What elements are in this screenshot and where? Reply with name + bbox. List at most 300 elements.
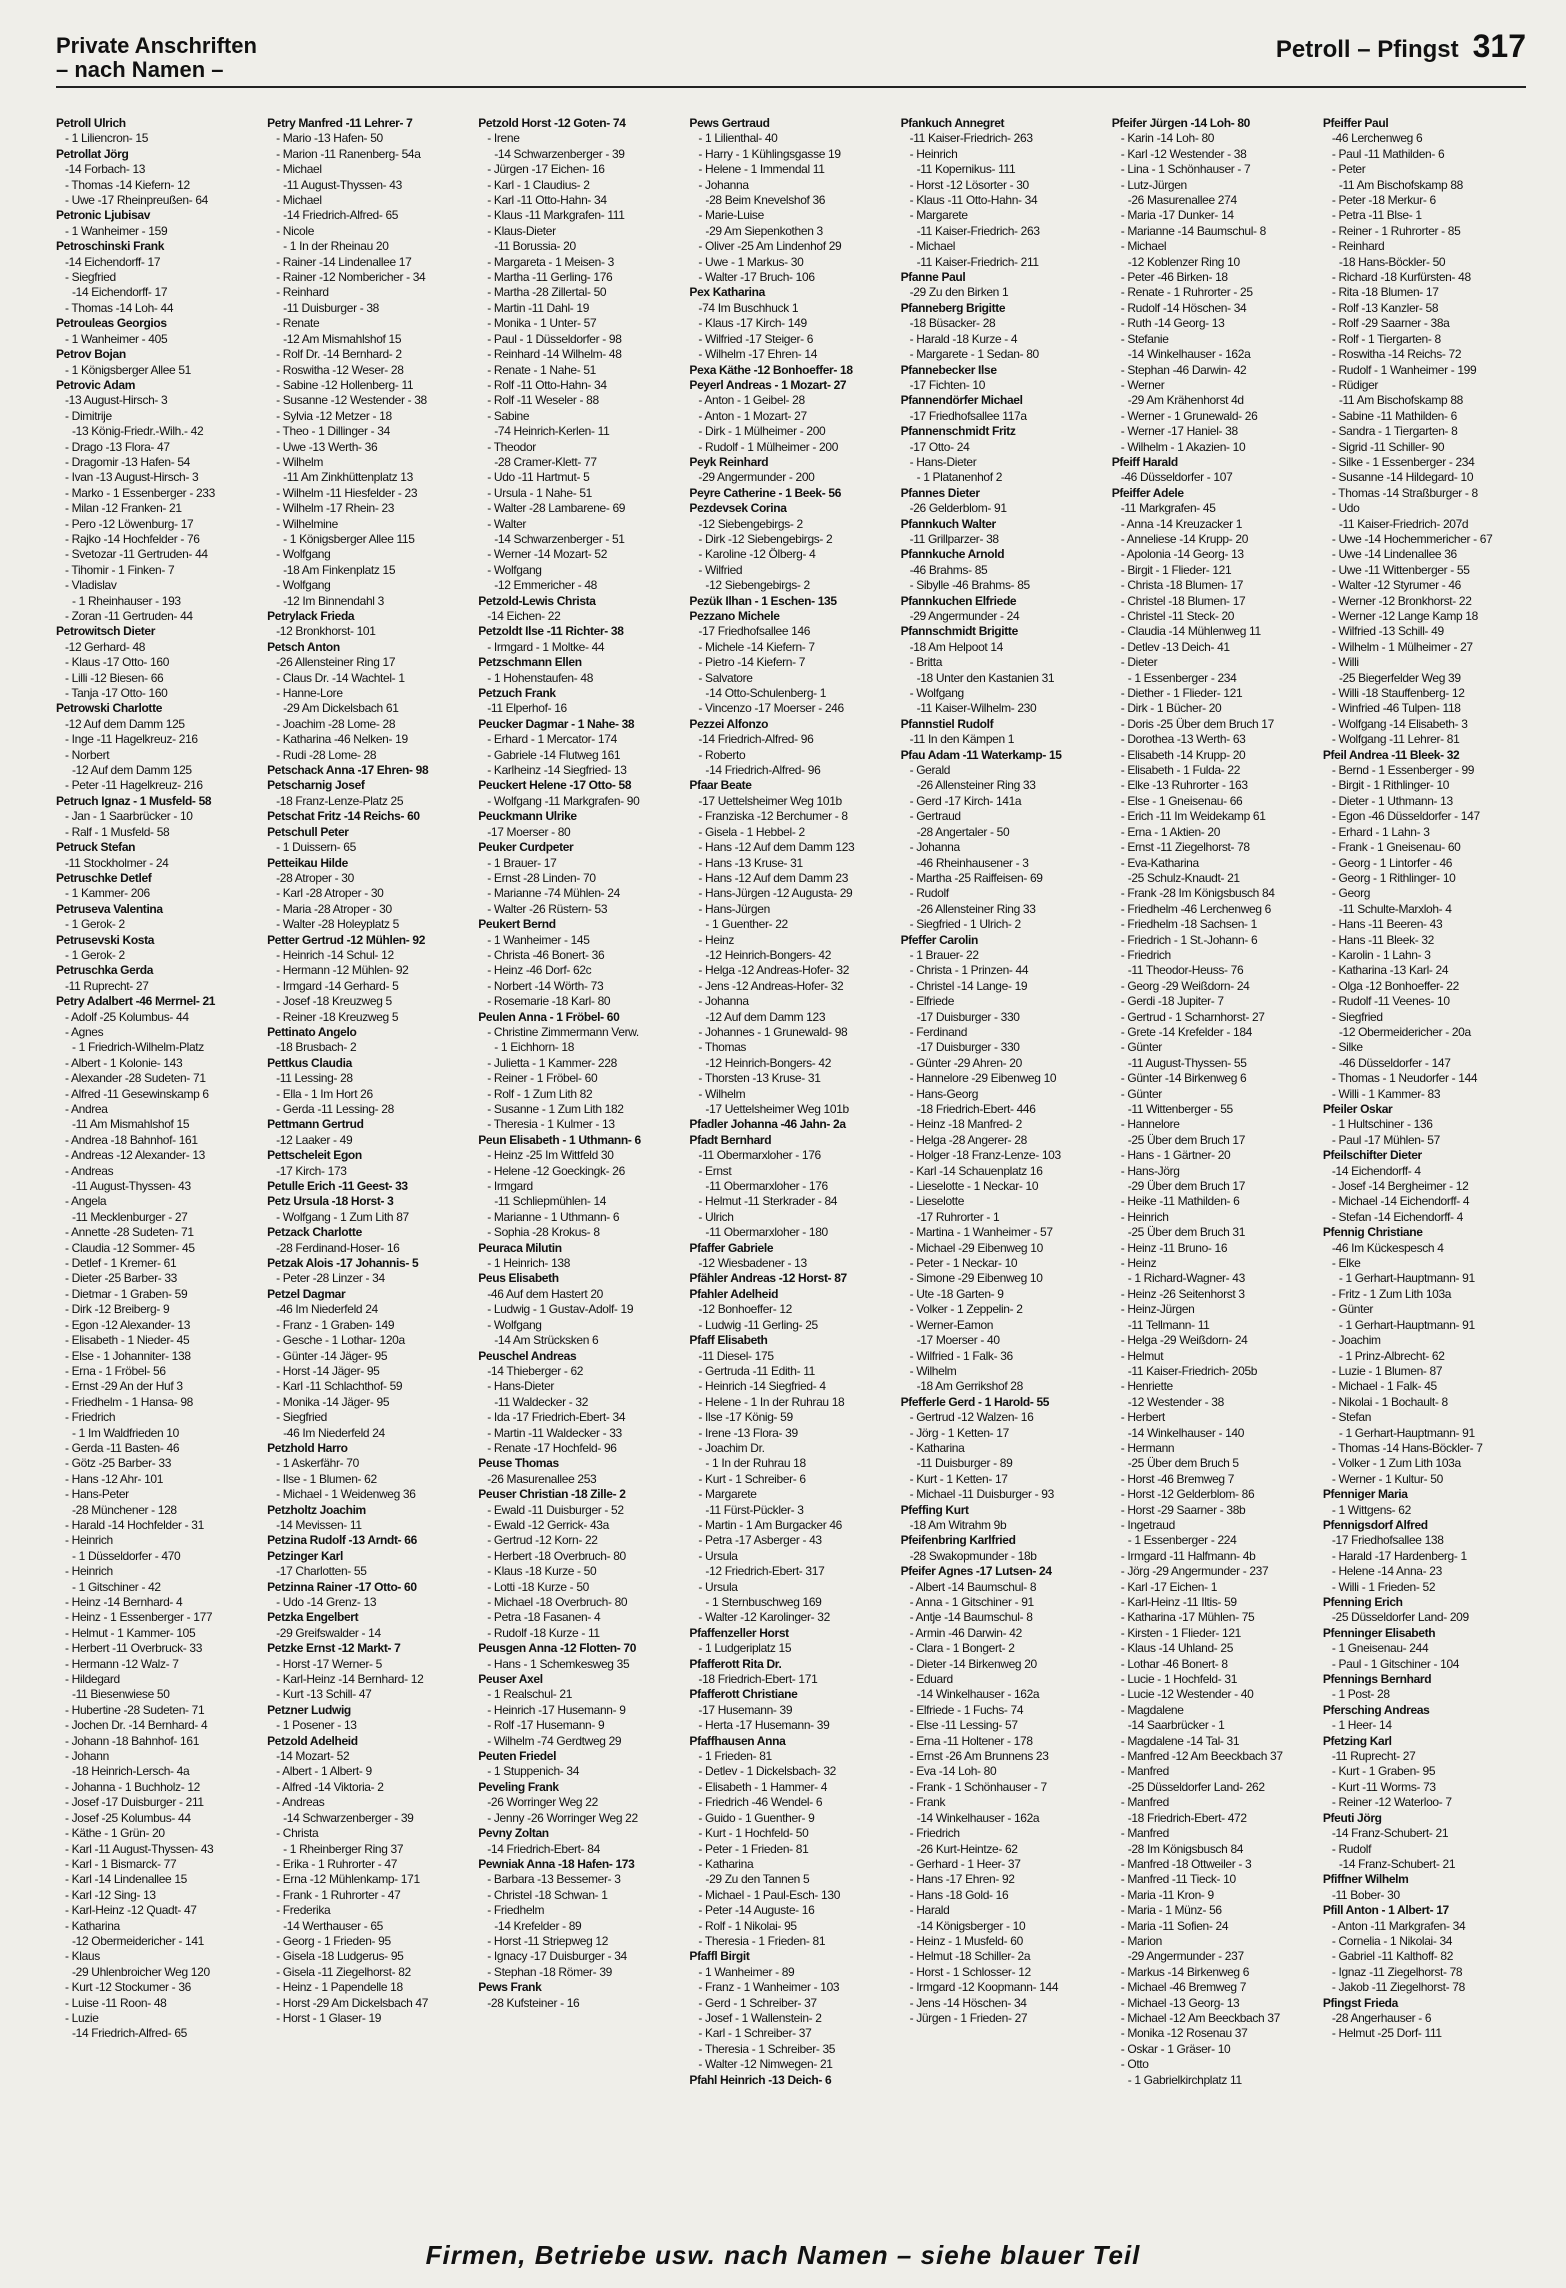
directory-entry: -14 Mevissen- 11 [276,1517,362,1532]
directory-entry: - Horst -11 Striepweg 12 [487,1933,609,1948]
directory-entry: - Marion [1120,1933,1162,1948]
directory-entry: - Peter -18 Merkur- 6 [1331,193,1436,208]
directory-entry: - Werner -17 Haniel- 38 [1120,424,1238,439]
directory-entry: - Ludwig -11 Gerling- 25 [698,1317,818,1332]
directory-entry-address: -14 Schwarzenberger - 51 [494,531,625,546]
directory-entry-address: - 1 Platanenhof 2 [916,470,1003,485]
directory-entry: - Heinz -14 Bernhard- 4 [65,1595,183,1609]
directory-entry: - Werner -14 Mozart- 52 [487,547,608,562]
directory-entry: - Karl-Heinz -12 Quadt- 47 [65,1903,197,1918]
directory-name-heading: Pfenning Erich [1322,1595,1403,1609]
directory-entry: -11 Ruprecht- 27 [65,978,149,993]
directory-entry: - Ilse -17 König- 59 [698,1410,793,1425]
page-header-right [1276,28,1526,65]
directory-name-heading: Pfähler Andreas -12 Horst- 87 [689,1271,847,1286]
directory-entry-address: -12 Obermeidericher - 141 [72,1933,204,1948]
directory-entry-address: -11 Am Bischofskamp 88 [1338,393,1463,408]
directory-entry: - Andreas [276,1795,325,1810]
directory-name-heading: Petrowitsch Dieter [56,624,156,639]
directory-entry-address: -29 Über dem Bruch 17 [1127,1179,1246,1194]
directory-entry: - Heinz -46 Dorf- 62c [487,963,592,978]
directory-entry-address: -25 Über dem Bruch 5 [1127,1456,1239,1471]
directory-entry: - Hans -18 Gold- 16 [909,1887,1009,1902]
directory-entry: - Klaus-Dieter [487,223,556,238]
directory-entry: - Armin -46 Darwin- 42 [909,1625,1022,1640]
directory-name-heading: Pews Frank [478,1980,542,1995]
directory-entry: - Johanna [909,840,960,855]
directory-entry: - Uwe -11 Wittenberger - 55 [1331,562,1470,577]
directory-entry: - Michael [276,193,322,208]
directory-entry: - Sabine -12 Hollenberg- 11 [276,377,414,392]
directory-entry: - Birgit - 1 Flieder- 121 [1120,562,1232,577]
directory-entry: -12 Siebengebirgs- 2 [698,516,803,531]
directory-entry: - Lucie - 1 Hochfeld- 31 [1120,1672,1238,1687]
directory-entry: - Lieselotte - 1 Neckar- 10 [909,1179,1039,1194]
directory-entry: - Friedrich [1120,947,1171,962]
directory-name-heading: Pezzei Alfonzo [689,716,769,731]
directory-entry: - Klaus [65,1949,100,1964]
directory-name-heading: Pfau Adam -11 Waterkamp- 15 [900,747,1062,762]
directory-entry-address: -11 August-Thyssen- 43 [72,1179,191,1194]
directory-entry: - Frank -28 Im Königsbusch 84 [1120,886,1275,901]
directory-entry: - Milan -12 Franken- 21 [65,501,182,516]
directory-entry: -17 Friedhofsallee 146 [698,624,811,639]
directory-entry-address: - 1 Im Waldfrieden 10 [72,1425,179,1440]
directory-entry: - Dorothea -13 Werth- 63 [1120,732,1246,747]
directory-name-heading: Petzhold Harro [267,1440,348,1455]
directory-entry: - Michael -29 Eibenweg 10 [909,1240,1043,1255]
directory-name-heading: Pfahl Heinrich -13 Deich- 6 [689,2072,832,2087]
directory-entry: - Wilfried -13 Schill- 49 [1331,624,1444,639]
directory-name-heading: Petrovic Adam [56,377,136,392]
directory-entry: - Ulrich [698,1209,734,1224]
directory-entry: -11 Diesel- 175 [698,1348,774,1363]
directory-entry: - Ilse - 1 Blumen- 62 [276,1471,377,1486]
directory-entry: - Michael -46 Bremweg 7 [1120,1980,1247,1995]
directory-entry-address: -12 Auf dem Damm 123 [705,1009,826,1024]
directory-entry: - Stephan -18 Römer- 39 [487,1964,612,1979]
directory-entry-address: - 1 Rheinberger Ring 37 [283,1841,404,1856]
directory-entry: - Dirk - 1 Bücher- 20 [1120,701,1222,716]
directory-entry: - Elke -13 Ruhrorter - 163 [1120,778,1248,793]
directory-entry-address: -11 Duisburger - 89 [916,1456,1013,1471]
directory-entry: - Uwe -14 Hochemmericher - 67 [1331,531,1493,546]
directory-entry: - Claudia -14 Mühlenweg 11 [1120,624,1261,639]
directory-entry: - Alfred -14 Viktoria- 2 [276,1779,384,1794]
directory-name-heading: Pfannes Dieter [900,485,980,500]
directory-entry: -18 Brusbach- 2 [276,1040,357,1055]
directory-entry: - Johanna [698,994,749,1009]
directory-entry: -28 Swakopmunder - 18b [909,1548,1037,1563]
directory-entry: - Elfriede [909,994,955,1009]
directory-entry: - Luise -11 Roon- 48 [65,1995,167,2010]
directory-entry: -14 Eichendorff- 4 [1331,1163,1421,1178]
directory-name-heading: Pfeiler Oskar [1322,1102,1393,1116]
directory-entry-address: -14 Krefelder - 89 [494,1918,582,1933]
directory-entry-address: -26 Masurenallee 274 [1127,193,1237,208]
directory-entry: - Paul - 1 Gitschiner - 104 [1331,1656,1460,1671]
directory-entry-address: -18 Unter den Kastanien 31 [916,670,1055,685]
directory-entry: - Ute -18 Garten- 9 [909,1286,1004,1301]
directory-entry: - Hans -13 Kruse- 31 [698,855,803,870]
directory-entry: - Udo [1331,501,1360,516]
directory-entry-address: - 1 Essenberger - 224 [1127,1533,1237,1548]
directory-entry-address: -26 Kurt-Heintze- 62 [916,1841,1018,1856]
directory-entry: - Wilfried - 1 Falk- 36 [909,1348,1013,1363]
directory-entry: - Willi [1331,655,1359,670]
directory-entry: - Lieselotte [909,1194,965,1209]
directory-entry: - Karolin - 1 Lahn- 3 [1331,947,1431,962]
directory-name-heading: Pfeifenbring Karlfried [900,1533,1016,1548]
directory-entry: -46 Düsseldorfer - 107 [1120,470,1233,485]
directory-name-heading: Pfetzing Karl [1322,1733,1392,1748]
directory-entry: - Franz - 1 Graben- 149 [276,1317,395,1332]
directory-entry: - Cornelia - 1 Nikolai- 34 [1331,1933,1453,1948]
directory-entry-address: -25 Biegerfelder Weg 39 [1338,670,1461,685]
directory-name-heading: Petrylack Frieda [267,609,355,623]
directory-entry: - Manfred [1120,1764,1169,1779]
directory-column-7 [1323,116,1526,2220]
directory-entry: - 1 Gerok- 2 [65,947,125,962]
directory-entry: - Andrea -18 Bahnhof- 161 [65,1132,198,1147]
directory-name-heading: Petschat Fritz -14 Reichs- 60 [267,809,420,824]
directory-entry: - Rudolf -11 Veenes- 10 [1331,994,1450,1009]
directory-entry: - 1 Gneisenau- 244 [1331,1641,1429,1656]
directory-entry: - Paul - 1 Düsseldorfer - 98 [487,331,622,346]
directory-entry: - Franziska -12 Berchumer - 8 [698,809,848,824]
directory-entry-address: -14 Schwarzenberger - 39 [494,146,625,161]
directory-entry-address: -12 Heinrich-Bongers- 42 [705,947,832,962]
directory-entry: - Britta [909,655,943,670]
directory-entry: - Walter [487,516,527,531]
directory-entry: - Elke [1331,1256,1361,1271]
directory-entry: - Heinz - 1 Musfeld- 60 [909,1933,1023,1948]
directory-entry: - Herta -17 Husemann- 39 [698,1718,830,1733]
directory-entry-address: -11 Am Bischofskamp 88 [1338,177,1463,192]
directory-entry: -29 Angermunder - 200 [698,470,815,485]
directory-entry: - Walter -26 Rüstern- 53 [487,901,608,916]
directory-entry: - Lotti -18 Kurze - 50 [487,1579,589,1594]
directory-entry-address: -25 Über dem Bruch 17 [1127,1132,1246,1147]
directory-entry: - Irmgard [487,1179,533,1194]
directory-entry: - Henriette [1120,1379,1173,1394]
directory-entry: - Vladislav [65,578,117,593]
directory-entry: - Josef -14 Bergheimer - 12 [1331,1179,1469,1194]
directory-entry: - 1 Hohenstaufen- 48 [487,670,594,685]
directory-entry: - Josef -17 Duisburger - 211 [65,1795,204,1810]
directory-name-heading: Petzner Ludwig [267,1702,351,1717]
directory-entry: - Georg -29 Weißdorn- 24 [1120,978,1250,993]
directory-name-heading: Petzack Charlotte [267,1225,362,1240]
directory-entry: - Horst - 1 Schlosser- 12 [909,1964,1031,1979]
directory-entry: - Michael -14 Eichendorff- 4 [1331,1194,1470,1209]
directory-name-heading: Petrusevski Kosta [56,932,155,947]
directory-name-heading: Petzold Horst -12 Goten- 74 [478,116,626,130]
directory-entry: - Hans-Georg [909,1086,979,1101]
directory-entry-address: -11 Borussia- 20 [494,239,576,254]
directory-entry: - Anton - 1 Geibel- 28 [698,393,805,408]
directory-entry-address: -12 Koblenzer Ring 10 [1127,254,1240,269]
directory-entry-address: -17 Duisburger - 330 [916,1040,1020,1055]
directory-entry: -14 Mozart- 52 [276,1749,350,1764]
directory-entry-address: -11 Wittenberger - 55 [1127,1102,1233,1116]
directory-entry: - Rolf - 1 Nikolai- 95 [698,1918,797,1933]
directory-entry: - Rudolf -18 Kurze - 11 [487,1625,600,1640]
directory-name-heading: Pfaffl Birgit [689,1949,750,1964]
directory-entry: - Helmut - 1 Kammer- 105 [65,1625,196,1640]
directory-entry: - Ferdinand [909,1024,968,1039]
directory-entry: - Ursula [698,1548,738,1563]
directory-entry: - Stefan -14 Eichendorff- 4 [1331,1209,1463,1224]
directory-entry: - Rolf -17 Husemann- 9 [487,1718,605,1733]
directory-name-heading: Peuse Thomas [478,1456,559,1471]
directory-entry: -11 Lessing- 28 [276,1071,353,1086]
directory-entry: - Renate - 1 Ruhrorter - 25 [1120,285,1253,300]
directory-entry: - Siegfried [276,1410,327,1425]
directory-entry-address: -11 Theodor-Heuss- 76 [1127,963,1244,978]
directory-entry: - Uwe -17 Rheinpreußen- 64 [65,193,208,208]
directory-entry: - Friedrich [65,1410,116,1425]
directory-entry: -18 Am Helpoot 14 [909,639,1004,654]
directory-entry: - Horst -29 Am Dickelsbach 47 [276,1995,429,2010]
directory-entry: - Irene -13 Flora- 39 [698,1425,798,1440]
directory-entry-address: -14 Am Strücksken 6 [494,1333,599,1348]
directory-name-heading: Petsch Anton [267,639,340,654]
directory-column-1 [56,116,259,2220]
directory-entry: - Manfred -12 Am Beeckbach 37 [1120,1749,1283,1764]
directory-entry: - Karl -12 Sing- 13 [65,1887,156,1902]
directory-entry: - Peter - 1 Neckar- 10 [909,1256,1018,1271]
directory-entry: - Georg [1331,886,1371,901]
directory-entry: - Ludwig - 1 Gustav-Adolf- 19 [487,1302,634,1317]
directory-entry: - Friedrich [909,1826,960,1841]
directory-entry: - Tanja -17 Otto- 160 [65,686,168,701]
directory-entry: -11 Ruprecht- 27 [1331,1749,1416,1764]
directory-entry: - 1 Königsberger Allee 51 [65,362,192,377]
directory-name-heading: Pevny Zoltan [478,1826,549,1841]
directory-name-heading: Petter Gertrud -12 Mühlen- 92 [267,932,426,947]
directory-name-heading: Pfannebecker Ilse [900,362,997,377]
directory-entry: - Gisela -11 Ziegelhorst- 82 [276,1964,411,1979]
directory-entry: - Kurt - 1 Graben- 95 [1331,1764,1436,1779]
directory-entry: - 1 Hultschiner - 136 [1331,1117,1433,1132]
directory-name-heading: Pfannkuchen Elfriede [900,593,1017,608]
directory-entry: -74 Im Buschhuck 1 [698,300,799,315]
directory-entry: - Walter -12 Karolinger- 32 [698,1610,830,1625]
directory-entry: - Katharina -46 Nelken- 19 [276,732,408,747]
directory-entry-address: -14 Otto-Schulenberg- 1 [705,686,827,701]
directory-name-heading: Petrowski Charlotte [56,701,163,716]
directory-name-heading: Petzinna Rainer -17 Otto- 60 [267,1579,417,1594]
directory-entry: - Hans -12 Auf dem Damm 123 [698,840,855,855]
directory-entry-address: -18 Friedrich-Ebert- 446 [916,1102,1036,1116]
directory-entry: - Karl -14 Lindenallee 15 [65,1872,188,1887]
directory-entry: - Karoline -12 Ölberg- 4 [698,547,816,562]
directory-entry: -17 Friedhofsallee 138 [1331,1533,1444,1548]
directory-entry: - Thomas - 1 Neudorfer - 144 [1331,1071,1478,1086]
directory-entry: - Vincenzo -17 Moerser - 246 [698,701,844,716]
directory-name-heading: Petruschke Detlef [56,870,152,885]
directory-entry: - Hans -11 Beeren- 43 [1331,917,1443,932]
directory-entry: - Heinrich [65,1564,113,1579]
directory-entry: -18 Büsacker- 28 [909,316,996,331]
directory-entry: - Hermann [1120,1440,1175,1455]
directory-entry: -46 Im Kückespesch 4 [1331,1240,1444,1255]
directory-entry: - Hans - 1 Gärtner- 20 [1120,1148,1231,1163]
directory-entry-address: -17 Uettelsheimer Weg 101b [705,1102,849,1116]
directory-entry-address: - 1 Gabrielkirchplatz 11 [1127,2072,1242,2087]
directory-entry: - Johann -18 Bahnhof- 161 [65,1733,200,1748]
directory-name-heading: Pfaffenzeller Horst [689,1625,789,1640]
directory-entry: - Heinz [698,932,734,947]
directory-entry: - Horst -46 Bremweg 7 [1120,1471,1235,1486]
directory-entry: - 1 Wanheimer - 159 [65,223,168,238]
directory-entry: - 1 Wanheimer - 145 [487,932,590,947]
directory-entry: - Walter -12 Styrumer - 46 [1331,578,1461,593]
directory-entry: - Maria - 1 Münz- 56 [1120,1903,1222,1918]
directory-entry-address: -11 Schliepmühlen- 14 [494,1194,607,1209]
directory-entry: - Herbert -11 Overbruck- 33 [65,1641,203,1656]
directory-name-heading: Peuraca Milutin [478,1240,562,1255]
directory-entry-address: -12 Auf dem Damm 125 [72,763,192,778]
directory-entry-address: - 1 Prinz-Albrecht- 62 [1338,1348,1445,1363]
directory-entry-address: -11 August-Thyssen- 43 [283,177,402,192]
directory-entry: - Gertrud -12 Walzen- 16 [909,1410,1034,1425]
directory-name-heading: Pfennig Christiane [1322,1225,1423,1240]
directory-entry: - Uwe -14 Lindenallee 36 [1331,547,1457,562]
directory-entry: - Kurt -13 Schill- 47 [276,1687,372,1702]
directory-entry: - Silke [1331,1040,1363,1055]
directory-entry: - Christa -18 Blumen- 17 [1120,578,1244,593]
directory-entry-address: -29 Angermunder - 237 [1127,1949,1244,1964]
directory-entry: - Heinrich [65,1533,113,1548]
directory-entry: - Harald [909,1903,950,1918]
directory-entry: - Rolf - 1 Tiergarten- 8 [1331,331,1441,346]
directory-name-heading: Peuser Axel [478,1672,543,1687]
directory-entry: - Dieter [1120,655,1158,670]
directory-entry: - Wilhelm -17 Ehren- 14 [698,347,818,362]
directory-entry: - Monika -12 Rosenau 37 [1120,2026,1248,2041]
section-subtitle: – nach Namen – [56,57,224,82]
directory-entry: - Wilhelmine [276,516,338,531]
directory-name-heading: Pfafferott Christiane [689,1687,798,1702]
directory-name-heading: Pfankuch Annegret [900,116,1005,130]
directory-entry: - Wolfgang [487,1317,542,1332]
directory-entry: - Hans-Jörg [1120,1163,1180,1178]
directory-entry: - Michele -14 Kiefern- 7 [698,639,815,654]
directory-entry: - Hans -12 Auf dem Damm 23 [698,870,849,885]
directory-entry: -11 Kaiser-Friedrich- 263 [909,131,1033,146]
directory-entry-address: -14 Schwarzenberger - 39 [283,1810,414,1825]
directory-name-heading: Pfill Anton - 1 Albert- 17 [1322,1903,1449,1918]
directory-entry: - Martin -11 Dahl- 19 [487,300,590,315]
directory-entry: - Pero -12 Löwenburg- 17 [65,516,194,531]
directory-entry: - Hans-Jürgen [698,901,770,916]
directory-entry: - 1 Wanheimer - 405 [65,331,168,346]
directory-name-heading: Pettscheleit Egon [267,1148,362,1163]
directory-entry: - Hermann -12 Mühlen- 92 [276,963,409,978]
directory-entry: - Theresia - 1 Schreiber- 35 [698,2041,836,2056]
directory-entry: - Wolfgang -11 Lehrer- 81 [1331,732,1460,747]
directory-entry: - Sabine [487,408,530,423]
directory-entry: - Rolf -11 Weseler - 88 [487,393,599,408]
directory-entry: - Ewald -12 Gerrick- 43a [487,1517,609,1532]
directory-entry-address: - 1 In der Ruhrau 18 [705,1456,806,1471]
directory-name-heading: Pfannenschmidt Fritz [900,424,1016,439]
directory-name-heading: Petzina Rudolf -13 Arndt- 66 [267,1533,417,1548]
directory-entry: -26 Allensteiner Ring 17 [276,655,396,670]
directory-entry: - Günter -14 Jäger- 95 [276,1348,388,1363]
directory-entry: - Willi -18 Stauffenberg- 12 [1331,686,1465,701]
directory-entry-address: -12 Emmericher - 48 [494,578,597,593]
directory-entry: - Rudolf -14 Höschen- 34 [1120,300,1247,315]
directory-entry: - Roswitha -12 Weser- 28 [276,362,404,377]
directory-name-heading: Petzke Ernst -12 Markt- 7 [267,1641,401,1656]
directory-entry: - Oskar - 1 Gräser- 10 [1120,2041,1231,2056]
directory-entry: - 1 Brauer- 17 [487,855,557,870]
directory-entry: - Gabriel -11 Kalthoff- 82 [1331,1949,1454,1964]
directory-entry: - Wolfgang [276,547,331,562]
directory-name-heading: Peuser Christian -18 Zille- 2 [478,1487,626,1502]
directory-entry: - Andreas [65,1163,114,1178]
directory-entry: - Tihomir - 1 Finken- 7 [65,562,175,577]
directory-entry: - Erna - 1 Aktien- 20 [1120,824,1221,839]
directory-entry-address: -25 Düsseldorfer Land- 262 [1127,1779,1265,1794]
directory-entry: - Erhard - 1 Mercator- 174 [487,732,617,747]
directory-entry-address: - 1 Rheinhauser - 193 [72,593,181,608]
page-header-left [56,34,257,82]
directory-entry: - Ella - 1 Im Hort 26 [276,1086,373,1101]
directory-name-heading: Pfannstiel Rudolf [900,716,994,731]
directory-entry: - Michael [1120,239,1167,254]
directory-entry: -17 Otto- 24 [909,439,970,454]
directory-entry: - Uwe - 1 Markus- 30 [698,254,804,269]
directory-name-heading: Pfiffner Wilhelm [1322,1872,1409,1887]
directory-entry: - Sylvia -12 Metzer - 18 [276,408,392,423]
directory-name-heading: Peuckmann Ulrike [478,809,577,824]
directory-entry: - Kirsten - 1 Flieder- 121 [1120,1625,1241,1640]
directory-entry: - Kurt - 1 Schreiber- 6 [698,1471,806,1486]
directory-entry: - Gerda -11 Lessing- 28 [276,1102,394,1116]
directory-entry: - Hans-Dieter [909,454,977,469]
directory-entry: -12 Bonhoeffer- 12 [698,1302,792,1317]
directory-entry: - Holger -18 Franz-Lenze- 103 [909,1148,1061,1163]
directory-entry: - Reiner - 1 Fröbel- 60 [487,1071,598,1086]
directory-entry: - 1 Stuppenich- 34 [487,1764,580,1779]
directory-entry: - Günter [1120,1086,1162,1101]
directory-entry: - Katharina -17 Mühlen- 75 [1120,1610,1255,1625]
directory-entry-address: - 1 Gerhart-Hauptmann- 91 [1338,1425,1475,1440]
directory-name-heading: Pfanneberg Brigitte [900,300,1006,315]
directory-entry: - Heinz -25 Im Wittfeld 30 [487,1148,614,1163]
directory-entry: - Hannelore [1120,1117,1180,1132]
directory-entry-address: -11 Kaiser-Wilhelm- 230 [916,701,1037,716]
directory-entry: - Thomas -14 Straßburger - 8 [1331,485,1478,500]
directory-entry: - Angela [65,1194,107,1209]
directory-entry-address: -14 Franz-Schubert- 21 [1338,1856,1456,1871]
directory-entry: -46 Im Niederfeld 24 [276,1302,378,1317]
directory-entry: - Else - 1 Johanniter- 138 [65,1348,191,1363]
directory-entry: - Agnes [65,1024,104,1039]
directory-entry: - Paul -17 Mühlen- 57 [1331,1132,1440,1147]
directory-entry: -14 Eichendorff- 17 [65,254,161,269]
directory-entry-address: -29 Am Krähenhorst 4d [1127,393,1244,408]
directory-entry: - Rolf - 1 Zum Lith 82 [487,1086,593,1101]
directory-entry: - Else - 1 Gneisenau- 66 [1120,793,1243,808]
directory-entry: - Walter -28 Lambarene- 69 [487,501,626,516]
directory-entry: -17 Friedhofsallee 117a [909,408,1027,423]
directory-entry-address: -14 Friedrich-Alfred- 65 [72,2026,187,2041]
